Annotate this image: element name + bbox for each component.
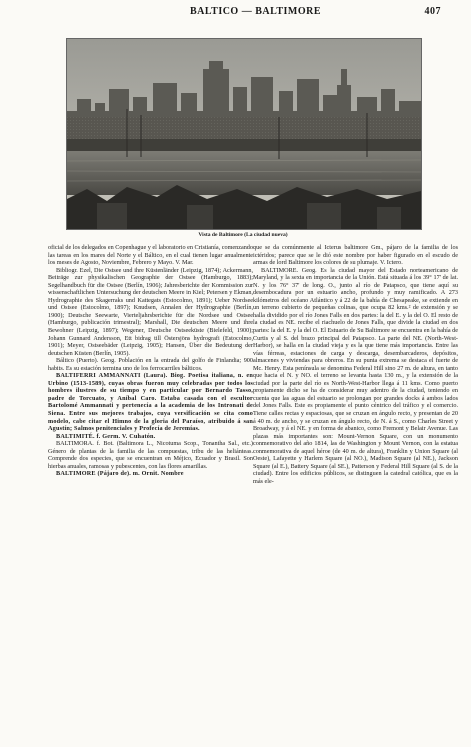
photo-caption: Vista de Baltimore (La ciudad nueva) — [198, 232, 288, 238]
paragraph: oficial de los delegados en Copenhague y el laboratorio en Cristianía, comenzando las tareas en los mares del Norte y el Báltico, en el cual tienen lugar anualmente los meses de Agosto, Noviembre, Febrero y Mayo. V. Mar. — [48, 244, 253, 267]
text-column-left — [48, 244, 253, 739]
page-number: 407 — [424, 6, 441, 17]
running-head — [50, 6, 441, 20]
paragraph: BALTIMORE (Pájaro de). m. Ornit. Nombre — [56, 470, 184, 478]
paragraph: Bibliogr. Ezel, Die Ostsee und ihre Küstenländer (Leipzig, 1874); Ackermann, Beiträge zur physikalischen Geographie der Ostsee (Hamburgo, 1883); Segelhandbuch für die Ostsee (Berlín, 1906); Jahresberichte der Kommission zur wissenschaftlichen Untersuchung der deutschen Meere in Kiel; Petersen y Ekman, Hydrographie des Skagerraks und Kattegats (Estocolmo, 1891); Ueber Nordsee und Ostsee (Estocolmo, 1897); Knudsen, Annalen der Hydrographie (Berlín, 1900); Deutsche Seewarte, Vierteljahrsberichte für die Nordsee und Ostsee (Hamburgo, publicación trimestral); Marshall, Die deutschen Meere und ihre Bewohner (Leipzig, 1897); Wegener, Deutsche Ostseeküste (Bielefeld, 1900); Johann Gunnard Andersson, Ett bidrag till Östersjöns hydrografi (Estocolmo, 1901); Meyer, Ostseebäder (Leipzig, 1905); Hansen, Über die Bedeutung der deutschen Küsten (Berlín, 1905). — [48, 266, 253, 357]
paragraph: BALTIMORE. Geog. Es la ciudad mayor del Estado norteamericano de Maryland, y la sexta en importancia de la Unión. Está situada á los 39° 17' de lat. N. y los 76° 37' de long. O., junto al río de Patapsco, que tiene aquí su desembocadura por un estuario ancho, profundo y muy ramificado. A 273 kilómetros del océano Atlántico y á 22 de la bahía de Chesapeake, se extiende en un terreno cubierto de pequeñas colinas, que ocupa 82 kms.² de extensión y se halla dividido por el río Jones Falls en dos partes: la del E. y la del O. El resto de la ciudad es NE. recibe el riachuelo de Jones Falls, que divide la ciudad en dos partes: la del E. y la del O. El Estuario de Su Baltimore se encuentra en la bahía de Curtis y al S. del brazo principal del Patapsco. La parte del NE. (North-West-Harbor), se halla en la ciudad vieja y es la que tiene más importancia. Entre las vías férreas, estaciones de carga y descarga, desembarcaderos, depósitos, almacenes y viviendas para obreros. En su punta extrema se destaca el fuerte de Mc. Henry. Esta península se denomina Federal Hill sino 27 m. de altura, en tanto que hacia el N. y NO. el terreno se levanta hasta 130 m., y la extensión de la ciudad por la parte del río es North-West-Harbor llega á 11 kms. Como puerto propiamente dicho se ha de considerar muy adentro de la ciudad, teniendo en cuenta que las aguas del estuario se prolongan por grandes docks á ambos lados del Jones Falls. Este es propiamente el punto céntrico del tráfico y el comercio. Tiene calles rectas y espaciosas, que se cruzan en ángulo recto, y presentan de 20 á 40 m. de ancho, y se cruzan en ángulo recto, de N. á S., como Charles Street y Broadway, y á el NE. y en forma de abanico, como Fremont y Belair Avenue. Las plazas más importantes son: Mount-Vernon Square, con un monumento conmemorativo del año 1814, las de Washington y Mount Vernon, con la estatua conmemorativa de aquel héroe (de 40 m. de altura), Franklin y Union Square (al Oeste), Lafayette y Harlem Square (al NO.), Madison Square (al NE.), Jackson Square (al E.), Battery Square (al SE.), Patterson y Federal Hill Square (al S. de la ciudad). Entre los edificios públicos, se distinguen la catedral católica, que es la más ele- — [253, 266, 458, 485]
paragraph: BALTIMITÉ. f. Germ. V. Cuhatón. — [56, 432, 156, 440]
text-column-right — [253, 244, 458, 739]
photograph-baltimore-skyline — [66, 38, 422, 230]
running-title: BALTICO — BALTIMORE — [190, 6, 322, 17]
paragraph: BALTIMORA. f. Bot. (Baltimora L., Nicotuma Scop., Tonantha Sal., etc.) Género de plantas de la familia de las compuestas, tribu de las heliánteas. Comprende dos especies, que se encuentran en Méjico, Ecuador y Brasil. Son hierbas anuales, ramosas y pubescentes, con las flores amarillas. — [48, 440, 253, 470]
paragraph: BALTIFERRI AMMANNATI (Laura). Biog. Poetisa italiana, n. en Urbino (1513-1589), cuyas obras fueron muy celebradas por todos los hombres ilustres de su tiempo y en particular por Bernardo Tasso, padre de Torcuato, y Aníbal Caro. Estaba casada con el escultor Bartolomé Ammannati y pertenecía a la academia de los Intronati de Siena. Entre sus mejores trabajos, cuya versificación se cita como modelo, cabe citar el Himno de la gloria del Paraíso, atribuido á san Agustín; Salmos penitenciales y Profecía de Jeremías. — [48, 372, 253, 433]
paragraph: que se da comúnmente al Icterus baltimore Gm., pájaro de la familia de los ictéridos; parece que se le dió este nombre por haber figurado en el escudo de armas de lord Baltimore los colores de su plumaje. V. Ictero. — [253, 244, 458, 267]
paragraph: Báltico (Puerto). Geog. Población en la entrada del golfo de Finlandia; 900 habits. Es su estación termina uno de los ferrocarriles bálticos. — [48, 357, 253, 372]
